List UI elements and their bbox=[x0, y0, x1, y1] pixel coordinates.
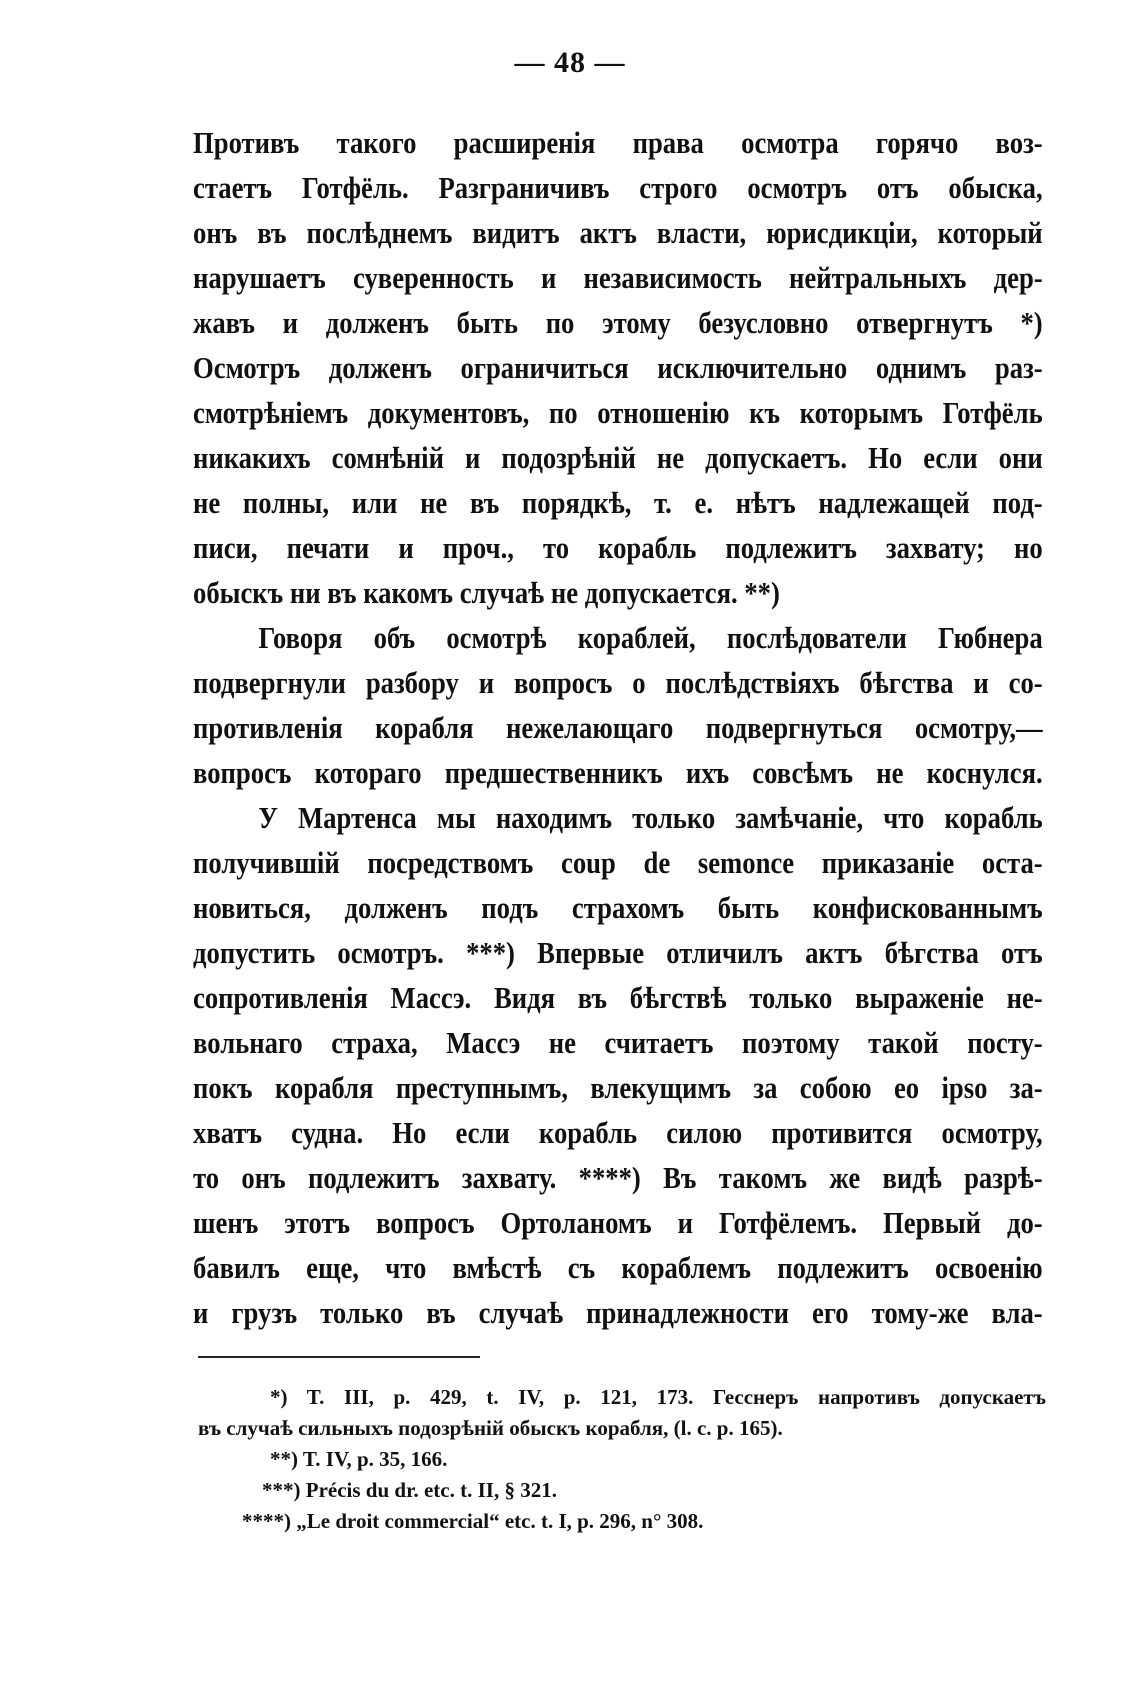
footnote-line: ***) Précis du dr. etc. t. II, § 321. bbox=[262, 1478, 557, 1502]
body-line: бавилъ еще, что вмѣстѣ съ кораблемъ подлежитъ освоенію bbox=[193, 1250, 1043, 1285]
footnote-line: *) T. III, p. 429, t. IV, p. 121, 173. Гесснеръ напротивъ допускаетъ bbox=[270, 1385, 1046, 1409]
body-line: онъ въ послѣднемъ видитъ актъ власти, юрисдикціи, который bbox=[193, 215, 1043, 250]
body-line: противленія корабля нежелающаго подвергнуться осмотру,— bbox=[193, 710, 1043, 745]
body-line: обыскъ ни въ какомъ случаѣ не допускается. **) bbox=[193, 575, 780, 610]
body-line: Противъ такого расширенія права осмотра горячо воз- bbox=[193, 125, 1043, 160]
body-line: жавъ и долженъ быть по этому безусловно отвергнутъ *) bbox=[193, 305, 1043, 340]
body-line: подвергнули разбору и вопросъ о послѣдствіяхъ бѣгства и со- bbox=[193, 665, 1043, 700]
body-line: писи, печати и проч., то корабль подлежитъ захвату; но bbox=[193, 530, 1043, 565]
body-line: и грузъ только въ случаѣ принадлежности его тому-же вла- bbox=[193, 1295, 1043, 1330]
body-line: Говоря объ осмотрѣ кораблей, послѣдователи Гюбнера bbox=[258, 620, 1043, 655]
footnote-line: ****) „Le droit commercial“ etc. t. I, p. 296, n° 308. bbox=[242, 1509, 704, 1533]
body-line: сопротивленія Массэ. Видя въ бѣгствѣ только выраженіе не- bbox=[193, 980, 1043, 1015]
body-line: У Мартенса мы находимъ только замѣчаніе, что корабль bbox=[258, 800, 1043, 835]
body-line: вольнаго страха, Массэ не считаетъ поэтому такой посту- bbox=[193, 1025, 1043, 1060]
body-line: нарушаетъ суверенность и независимость нейтральныхъ дер- bbox=[193, 260, 1043, 295]
body-line: стаетъ Готфёль. Разграничивъ строго осмотръ отъ обыска, bbox=[193, 170, 1043, 205]
body-line: не полны, или не въ порядкѣ, т. е. нѣтъ надлежащей под- bbox=[193, 485, 1043, 520]
footnote-line: **) T. IV, p. 35, 166. bbox=[270, 1447, 448, 1471]
body-line: никакихъ сомнѣній и подозрѣній не допускаетъ. Но если они bbox=[193, 440, 1043, 475]
body-line: покъ корабля преступнымъ, влекущимъ за собою eo ipso за- bbox=[193, 1070, 1043, 1105]
footnote-divider bbox=[198, 1356, 480, 1358]
page-number: — 48 — bbox=[514, 46, 626, 79]
body-line: шенъ этотъ вопросъ Ортоланомъ и Готфёлемъ. Первый до- bbox=[193, 1205, 1043, 1240]
body-line: то онъ подлежитъ захвату. ****) Въ такомъ же видѣ разрѣ- bbox=[193, 1160, 1043, 1195]
body-line: допустить осмотръ. ***) Впервые отличилъ актъ бѣгства отъ bbox=[193, 935, 1043, 970]
body-line: новиться, долженъ подъ страхомъ быть конфискованнымъ bbox=[193, 890, 1043, 925]
body-text bbox=[193, 120, 1043, 1335]
body-line: получившій посредствомъ coup de semonce приказаніе оста- bbox=[193, 845, 1043, 880]
body-line: смотрѣніемъ документовъ, по отношенію къ которымъ Готфёль bbox=[193, 395, 1043, 430]
body-line: вопросъ котораго предшественникъ ихъ совсѣмъ не коснулся. bbox=[193, 755, 1043, 790]
footnotes bbox=[198, 1382, 1046, 1537]
body-line: Осмотръ долженъ ограничиться исключительно однимъ раз- bbox=[193, 350, 1043, 385]
footnote-line: въ случаѣ сильныхъ подозрѣній обыскъ корабля, (l. c. p. 165). bbox=[198, 1416, 783, 1440]
body-line: хватъ судна. Но если корабль силою противится осмотру, bbox=[193, 1115, 1043, 1150]
